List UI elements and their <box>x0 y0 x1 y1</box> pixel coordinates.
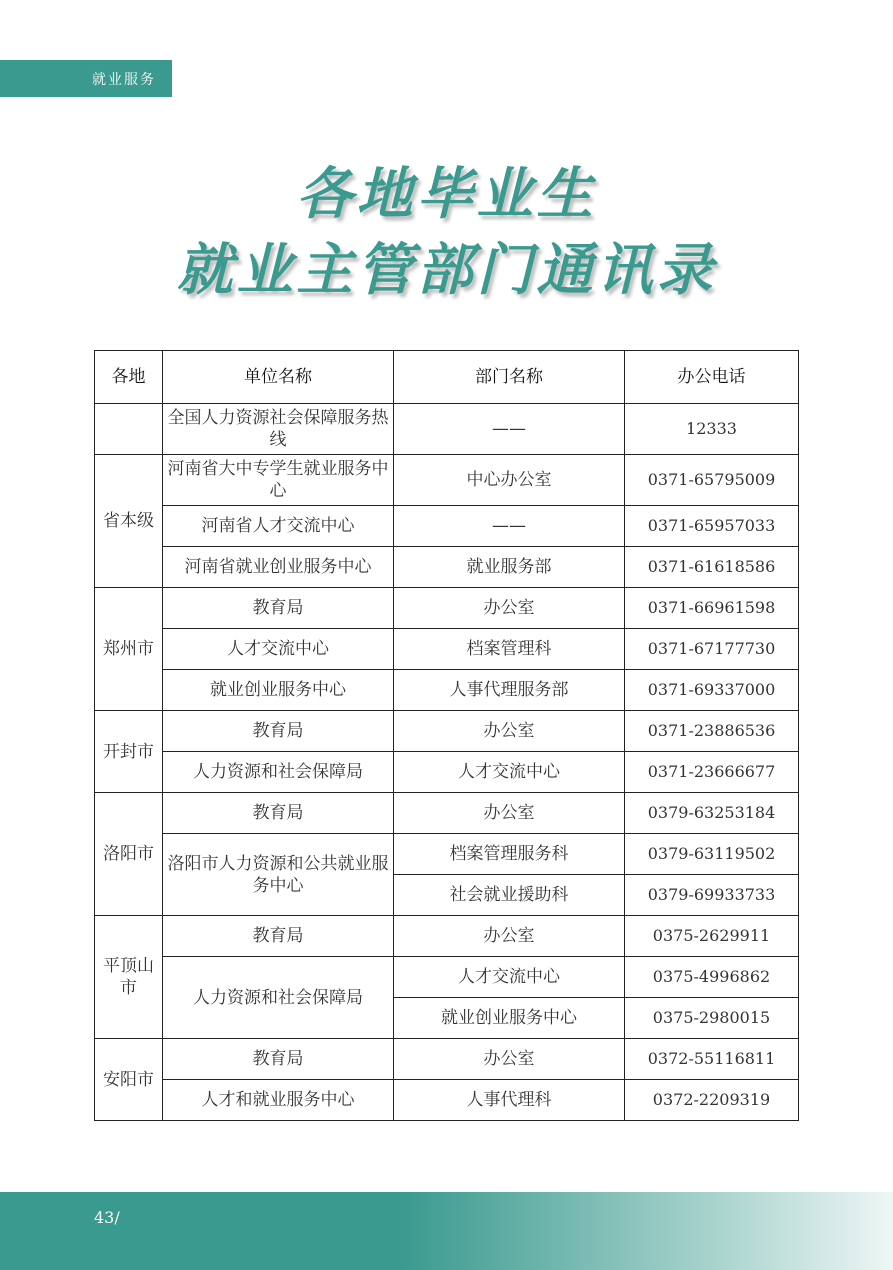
table-row <box>95 834 799 875</box>
unit-cell: 人力资源和社会保障局 <box>163 752 394 793</box>
dept-cell: 档案管理服务科 <box>394 834 625 875</box>
phone-cell: 0371-65957033 <box>625 506 799 547</box>
unit-cell: 教育局 <box>163 916 394 957</box>
phone-cell: 0371-23666677 <box>625 752 799 793</box>
dept-cell: 办公室 <box>394 916 625 957</box>
phone-cell: 0379-63253184 <box>625 793 799 834</box>
region-cell: 安阳市 <box>95 1039 163 1121</box>
unit-cell: 人力资源和社会保障局 <box>163 957 394 1039</box>
dept-cell: 人事代理服务部 <box>394 670 625 711</box>
phone-cell: 0371-65795009 <box>625 455 799 506</box>
table-row <box>95 793 799 834</box>
dept-cell: 中心办公室 <box>394 455 625 506</box>
dept-cell: 就业创业服务中心 <box>394 998 625 1039</box>
dept-cell: 就业服务部 <box>394 547 625 588</box>
contact-directory-table <box>94 350 799 1121</box>
unit-cell: 洛阳市人力资源和公共就业服务中心 <box>163 834 394 916</box>
table-row <box>95 670 799 711</box>
phone-cell: 0379-69933733 <box>625 875 799 916</box>
phone-cell: 0371-23886536 <box>625 711 799 752</box>
table-row <box>95 1080 799 1121</box>
phone-cell: 0375-2629911 <box>625 916 799 957</box>
dept-cell: 办公室 <box>394 1039 625 1080</box>
page-title-line2: 就业主管部门通讯录 <box>176 238 717 303</box>
phone-cell: 0371-66961598 <box>625 588 799 629</box>
phone-cell: 0372-55116811 <box>625 1039 799 1080</box>
unit-cell: 人才交流中心 <box>163 629 394 670</box>
unit-cell: 教育局 <box>163 1039 394 1080</box>
unit-cell: 教育局 <box>163 711 394 752</box>
phone-cell: 0371-69337000 <box>625 670 799 711</box>
unit-cell: 教育局 <box>163 588 394 629</box>
footer-band <box>0 1192 893 1270</box>
phone-cell: 12333 <box>625 404 799 455</box>
table-row <box>95 957 799 998</box>
unit-cell: 河南省大中专学生就业服务中心 <box>163 455 394 506</box>
page-title-line1: 各地毕业生 <box>296 162 597 227</box>
unit-cell: 河南省就业创业服务中心 <box>163 547 394 588</box>
header-row <box>95 351 799 404</box>
table-row <box>95 588 799 629</box>
unit-cell: 教育局 <box>163 793 394 834</box>
page-number: 43/ <box>94 1208 120 1227</box>
dept-cell: 人才交流中心 <box>394 957 625 998</box>
dept-cell: 办公室 <box>394 711 625 752</box>
region-cell: 洛阳市 <box>95 793 163 916</box>
region-cell: 省本级 <box>95 455 163 588</box>
header-unit: 单位名称 <box>163 351 394 404</box>
dept-cell: 办公室 <box>394 793 625 834</box>
table-row <box>95 455 799 506</box>
table-row <box>95 916 799 957</box>
region-cell: 平顶山市 <box>95 916 163 1039</box>
table-row <box>95 506 799 547</box>
table-row <box>95 404 799 455</box>
phone-cell: 0371-67177730 <box>625 629 799 670</box>
unit-cell: 全国人力资源社会保障服务热线 <box>163 404 394 455</box>
dept-cell: —— <box>394 404 625 455</box>
region-cell <box>95 404 163 455</box>
table-row <box>95 1039 799 1080</box>
region-cell: 开封市 <box>95 711 163 793</box>
phone-cell: 0371-61618586 <box>625 547 799 588</box>
table-row <box>95 629 799 670</box>
dept-cell: —— <box>394 506 625 547</box>
phone-cell: 0379-63119502 <box>625 834 799 875</box>
phone-cell: 0375-4996862 <box>625 957 799 998</box>
table-row <box>95 711 799 752</box>
region-cell: 郑州市 <box>95 588 163 711</box>
dept-cell: 档案管理科 <box>394 629 625 670</box>
table-row <box>95 547 799 588</box>
section-tab: 就业服务 <box>0 60 172 97</box>
table-row <box>95 752 799 793</box>
header-phone: 办公电话 <box>625 351 799 404</box>
dept-cell: 社会就业援助科 <box>394 875 625 916</box>
header-region: 各地 <box>95 351 163 404</box>
dept-cell: 办公室 <box>394 588 625 629</box>
unit-cell: 河南省人才交流中心 <box>163 506 394 547</box>
phone-cell: 0372-2209319 <box>625 1080 799 1121</box>
unit-cell: 人才和就业服务中心 <box>163 1080 394 1121</box>
dept-cell: 人才交流中心 <box>394 752 625 793</box>
unit-cell: 就业创业服务中心 <box>163 670 394 711</box>
dept-cell: 人事代理科 <box>394 1080 625 1121</box>
phone-cell: 0375-2980015 <box>625 998 799 1039</box>
header-dept: 部门名称 <box>394 351 625 404</box>
